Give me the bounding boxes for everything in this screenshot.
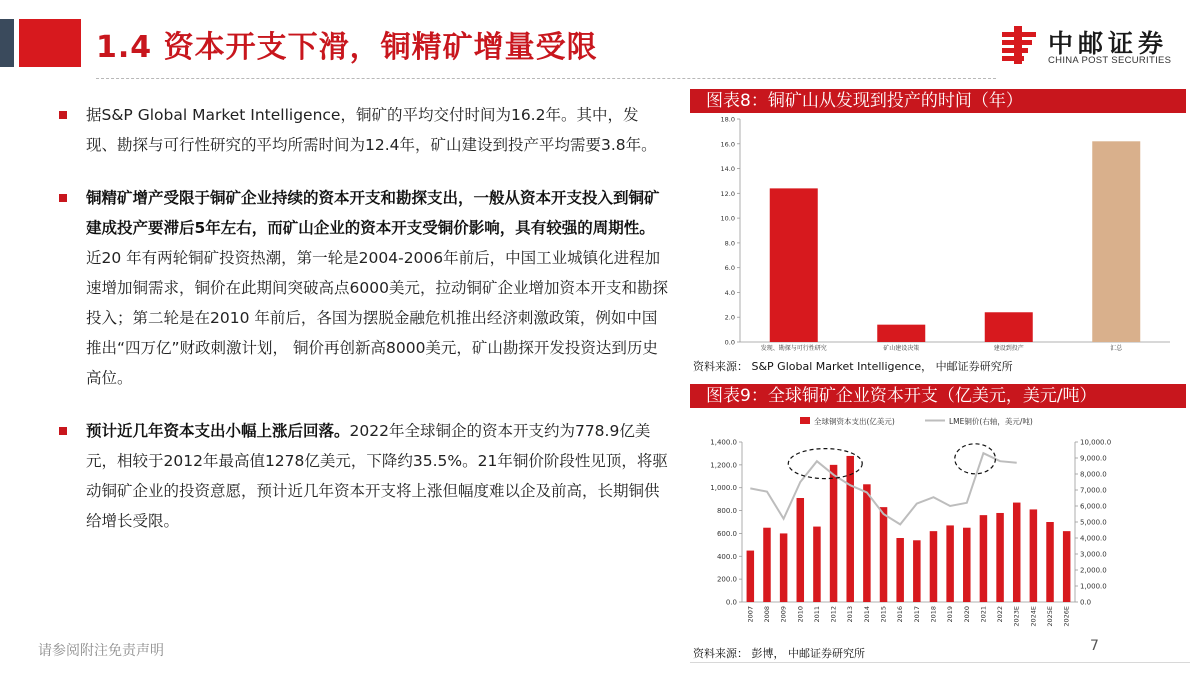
chart9-bar [930,531,938,602]
chart9-right-tick-label: 1,000.0 [1080,582,1107,591]
header-accent-red [19,19,81,67]
chart9-bar [797,498,805,602]
chart9-right-tick-label: 5,000.0 [1080,518,1107,527]
chart8-y-tick-label: 12.0 [720,189,735,198]
chart9-x-tick-label: 2008 [762,606,771,623]
chart8-x-tick-label: 建设到投产 [993,345,1024,352]
chart9-highlight-circle [955,444,996,474]
chart9-left-tick-label: 1,000.0 [710,484,737,493]
chart8-x-tick-label: 汇总 [1110,345,1123,352]
chart9-left-tick-label: 600.0 [716,529,737,538]
chart9-bar [747,551,755,602]
chart9-right-tick-label: 4,000.0 [1080,534,1107,543]
brand-logo [1000,24,1190,70]
chart9-x-tick-label: 2026E [1062,606,1071,627]
chart8-bar [770,188,818,342]
chart9-x-tick-label: 2024E [1029,606,1038,627]
chart9-legend-line-label: LME铜价(右轴，美元/吨) [949,417,1033,426]
chart9-right-tick-label: 8,000.0 [1080,470,1107,479]
chart9-x-tick-label: 2023E [1012,606,1021,627]
logo-text-en: CHINA POST SECURITIES [1048,55,1172,66]
bullet-text: 近20 年有两轮铜矿投资热潮，第一轮是2004-2006年前后，中国工业城镇化进程加速增加铜需求，铜价在此期间突破高点6000美元，拉动铜矿企业增加资本开支和勘探投入；第二轮是在2010 年前后，各国为摆脱金融危机推出经济刺激政策，例如中国推出“四万亿”财政刺激计划， 铜价再创新高8000美元，矿山勘探开发投资达到历史高位。 [86,249,668,387]
chart9-right-tick-label: 0.0 [1080,598,1092,607]
bullet-marker-icon [59,111,67,119]
chart9-x-tick-label: 2017 [912,606,921,623]
chart9-x-tick-label: 2025E [1046,606,1055,627]
bullet-text: 2022年全球铜企的资本开支约为778.9亿美元，相较于2012年最高值1278亿美元，下降约35.5%。21年铜价阶段性见顶，将驱动铜矿企业的投资意愿，预计近几年资本开支将上涨但幅度难以企及前高，长期铜供给增长受限。 [86,422,668,530]
chart9-legend-bar-label: 全球铜资本支出(亿美元) [814,417,895,426]
chart9-right-tick-label: 9,000.0 [1080,454,1107,463]
chart9-source: 资料来源： 彭博， 中邮证券研究所 [693,647,865,660]
chart8-title: 图表8：铜矿山从发现到投产的时间（年） [690,89,1186,113]
chart8-y-tick-label: 10.0 [720,214,735,223]
chart9-bar [846,456,854,602]
chart9-bar [946,525,954,602]
chart9-bar [1030,509,1038,602]
chart8-x-tick-label: 发现、勘探与可行性研究 [760,345,827,352]
chart8-y-tick-label: 16.0 [720,140,735,149]
header-divider [96,78,996,79]
page-number: 7 [1090,638,1099,654]
china-post-logo-icon [1000,24,1040,66]
chart8-y-tick-label: 8.0 [724,239,735,248]
logo-text-cn: 中邮证券 [1048,29,1169,58]
chart9-left-tick-label: 200.0 [716,575,737,584]
chart9-bar [830,465,838,602]
chart9-svg [690,410,1186,642]
header-accent-dark [0,19,14,67]
chart9-legend-bar-swatch [800,417,810,424]
chart8-source: 资料来源： S&P Global Market Intelligence， 中邮证券研究所 [693,360,1013,373]
chart9-bar [763,528,771,602]
chart9-bar [1046,522,1054,602]
chart9-x-tick-label: 2016 [896,606,905,623]
chart9-right-tick-label: 7,000.0 [1080,486,1107,495]
chart9-x-tick-label: 2018 [929,606,938,623]
chart8-x-tick-label: 矿山建设决策 [883,345,920,352]
bullet-list [56,100,668,559]
footer-divider [690,662,1190,663]
chart9-x-tick-label: 2020 [962,606,971,623]
page-title: 1.4 资本开支下滑，铜精矿增量受限 [96,30,598,65]
disclaimer-text: 请参阅附注免责声明 [38,643,164,659]
bullet-marker-icon [59,427,67,435]
chart9-x-tick-label: 2013 [846,606,855,623]
bullet-text: 据S&P Global Market Intelligence，铜矿的平均交付时间为16.2年。其中，发现、勘探与可行性研究的平均所需时间为12.4年，矿山建设到投产平均需要3.8年。 [86,106,657,154]
chart9-bar [880,507,888,602]
chart8-bar [985,312,1033,342]
chart8-y-tick-label: 14.0 [720,165,735,174]
chart9-bar [896,538,904,602]
chart8-y-tick-label: 6.0 [724,264,735,273]
chart9-x-tick-label: 2019 [946,606,955,623]
chart8-y-tick-label: 18.0 [720,115,735,124]
chart9-bar [780,533,788,602]
chart8-y-tick-label: 0.0 [724,338,735,347]
chart9-bar [813,527,821,602]
chart9-right-tick-label: 2,000.0 [1080,566,1107,575]
chart9-x-tick-label: 2021 [979,606,988,623]
chart9-x-tick-label: 2011 [812,606,821,623]
chart9-line-series [750,453,1016,524]
chart9-x-tick-label: 2022 [996,606,1005,623]
chart8-bar [877,325,925,342]
chart9-title: 图表9：全球铜矿企业资本开支（亿美元，美元/吨） [690,384,1186,408]
chart9-right-tick-label: 6,000.0 [1080,502,1107,511]
bullet-item [56,416,668,536]
chart9-right-tick-label: 3,000.0 [1080,550,1107,559]
chart9-bar [980,515,988,602]
bullet-bold-text: 铜精矿增产受限于铜矿企业持续的资本开支和勘探支出，一般从资本开支投入到铜矿建成投产要滞后5年左右，而矿山企业的资本开支受铜价影响，具有较强的周期性。 [86,189,660,237]
chart9-right-tick-label: 10,000.0 [1080,438,1112,447]
chart9-left-tick-label: 0.0 [725,598,737,607]
chart9-left-tick-label: 1,400.0 [710,438,737,447]
chart8-y-tick-label: 2.0 [724,313,735,322]
bullet-bold-text: 预计近几年资本支出小幅上涨后回落。 [86,422,350,440]
chart9-bar [1063,531,1071,602]
chart9-x-tick-label: 2010 [796,606,805,623]
chart8-y-tick-label: 4.0 [724,288,735,297]
chart9-x-tick-label: 2009 [779,606,788,623]
chart9-left-tick-label: 800.0 [716,507,737,516]
bullet-marker-icon [59,194,67,202]
chart9-left-tick-label: 1,200.0 [710,461,737,470]
chart9-bar [963,528,971,602]
chart9-bar [996,513,1004,602]
chart9-x-tick-label: 2007 [746,606,755,623]
bullet-item [56,183,668,393]
chart9-x-tick-label: 2015 [879,606,888,623]
chart9-x-tick-label: 2014 [862,606,871,623]
bullet-item [56,100,668,160]
chart8-bar [1092,141,1140,342]
chart8-svg [690,115,1186,355]
chart9-left-tick-label: 400.0 [716,552,737,561]
chart9-bar [863,484,871,602]
chart9-x-tick-label: 2012 [829,606,838,623]
chart9-bar [1013,503,1021,602]
chart9-bar [913,540,921,602]
